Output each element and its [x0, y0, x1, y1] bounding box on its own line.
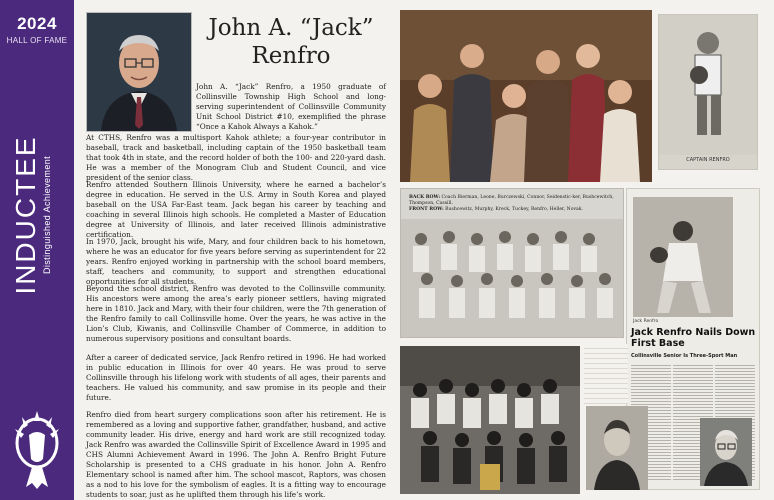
older-portrait-photo: [700, 418, 752, 486]
young-portrait-photo: [586, 406, 648, 490]
team-players-icon: [401, 219, 623, 337]
baseball-team-photo: [400, 188, 624, 338]
bio-paragraph: At CTHS, Renfro was a multisport Kahok athlete; a four-year contributor in baseball, track and basketball, including captain of the 1950 basketball team that took 4th in state, and the record holder of both the 100- and 220-yard dash. He was a member of the Monogram Club and Student Council, and vice president of the senior class.: [86, 133, 386, 182]
name-line-2: Renfro: [251, 43, 331, 69]
name-line-1: John A. “Jack”: [208, 15, 374, 41]
sidebar-band: [0, 0, 74, 500]
bio-paragraph: Beyond the school district, Renfro was devoted to the Collinsville community. His ancestors were among the area’s early pioneer settlers, having migrated here in 1810. Jack and Mary, with their four children, were the 7th generation of the Renfro family to call Collinsville home. Over the years, he was active in the Lion’s Club, Kiwanis, and Collinsville Chamber of Commerce, in addition to numerous supervisory positions and consultant boards.: [86, 284, 386, 343]
bio-paragraph: After a career of dedicated service, Jack Renfro retired in 1996. He had worked in public education in Illinois for over 40 years. He was proud to serve Collinsville through his lifelong work with students of all ages, their parents and teachers. He valued his community, and saw promise in its people and their future.: [86, 353, 386, 402]
portrait-figure-icon: [87, 13, 191, 131]
clipping-photo-caption: Jack Renfro: [633, 319, 659, 324]
bio-paragraph: Renfro died from heart surgery complications soon after his retirement. He is remembered as a loving and supportive father, grandfather, husband, and active community leader. His drive, energy and hard work are still recognized today. Jack Renfro was awarded the Collinsville Spirit of Excellence Award in 1995 and CHS Alumni Achievement Award in 1996. The John A. Renfro Bright Future Scholarship is presented to a CHS graduate in his honor. John A. Renfro Elementary school is named after him. The school mascot, Raptors, was chosen as a nod to his love for the symbolism of eagles. It is a fitting way to encourage students to soar, just as he uplifted them through his life’s work.: [86, 410, 386, 499]
family-group-icon: [400, 10, 652, 182]
team-photo-caption: [409, 195, 615, 213]
clipping-headline: Jack Renfro Nails Down First Base: [631, 327, 756, 349]
captain-photo: [658, 14, 758, 170]
distinguished-achievement-label: Distinguished Achievement: [42, 155, 52, 275]
intro-paragraph: John A. “Jack” Renfro, a 1950 graduate of Collinsville Township High School and long-serving superintendent of Collinsville Community Unit School District #10, exemplified the phrase “Once a Kahok Always a Kahok.”: [196, 82, 386, 131]
basketball-team-photo: [400, 346, 580, 494]
basketball-team-icon: [400, 346, 580, 494]
hall-of-fame-year: 2024: [17, 14, 57, 33]
clipping-photo: [633, 197, 733, 317]
bio-paragraph: Renfro attended Southern Illinois University, where he earned a bachelor’s degree in education. He served in the U.S. Army in South Korea and played baseball on the USA Far-East team. Jack began his career by teaching and coaching in several Illinois high schools. He completed a Master of Education degree at University of Illinois, and later received Illinois administrative certification.: [86, 180, 386, 239]
front-row-label: FRONT ROW:: [409, 207, 444, 212]
portrait-photo: [86, 12, 192, 132]
family-photo: [400, 10, 652, 182]
bio-paragraph: In 1970, Jack, brought his wife, Mary, and four children back to his hometown, where he was an educator for five years before serving as superintendent for 22 years. Renfro enjoyed working in partnership with the school board members, staff, teachers and community, to support and strengthen educational opportunities for all students.: [86, 237, 386, 286]
clipping-subhead: Collinsville Senior Is Three-Sport Man: [631, 353, 738, 359]
kahok-emblem-icon: [10, 405, 64, 491]
front-row-names: Bushcewitz, Murphy, Kreck, Tuckey, Renfro, Heller, Novak.: [445, 207, 584, 212]
back-row-label: BACK ROW:: [409, 195, 441, 200]
baseball-player-icon: [633, 197, 733, 317]
background-newsprint: [584, 344, 628, 404]
inductee-label: INDUCTEE: [10, 135, 41, 295]
young-man-icon: [586, 406, 648, 490]
back-row-names: Coach Bierman, Leone, Burczewski, Connor, Seidenstic-ker, Bushcewitch, Thompson, Cassill.: [409, 195, 614, 206]
older-man-icon: [700, 418, 752, 486]
inductee-name: [196, 14, 386, 70]
hall-of-fame-label: HALL OF FAME: [6, 36, 68, 45]
basketball-player-icon: [659, 15, 757, 155]
captain-caption: CAPTAIN RENFRO: [686, 157, 730, 163]
